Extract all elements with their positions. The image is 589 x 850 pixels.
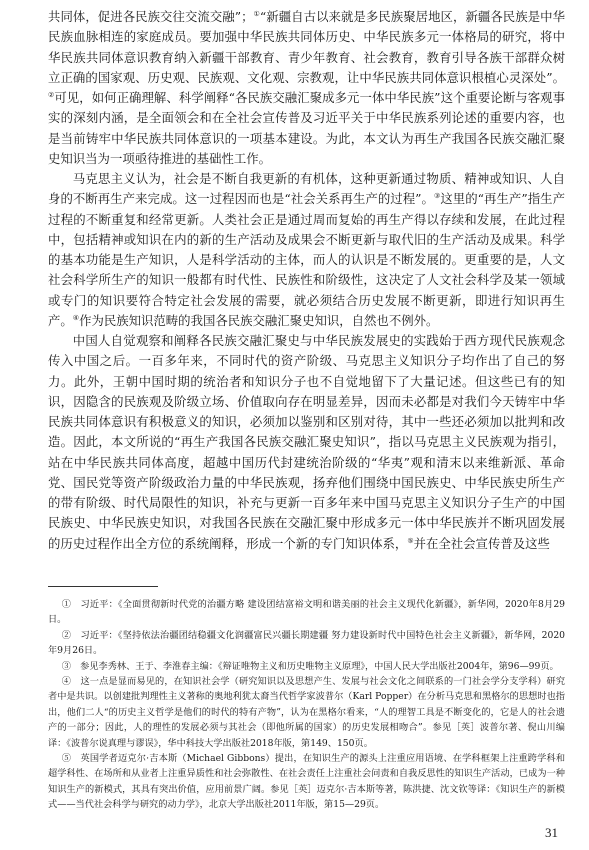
footnote-ref-1[interactable]: ① bbox=[253, 9, 260, 18]
footnote-text: 英国学者迈克尔·吉本斯（Michael Gibbons）提出，在知识生产的源头上注重应用语境、在学科框架上注重跨学科和超学科性、在场所和从业者上注重异质性和社会弥散性、在社会责任上注重社会问责和自我反思性的知识生产活动，已成为一种知识生产的新模式，其具有突出价值，应用前景广阔。参见［英］迈克尔·吉本斯等著，陈洪捷、沈文钦等译：《知识生产的新模式——当代社会科学与研究的动力学》，北京大学出版社2011年版，第15—29页。 bbox=[48, 753, 566, 811]
text-run: 可见，如何正确理解、科学阐释“各民族交融汇聚成多元一体中华民族”这个重要论断与客观事实的深刻内涵，是全面领会和在全社会宣传普及习近平关于中华民族系列论述的重要内容，也是当前铸牢中华民族共同体意识的一项基本建设。为此，本文认为再生产我国各民族交融汇聚史知识当为一项亟待推进的基础性工作。 bbox=[48, 90, 566, 166]
text-run: 中国人自觉观察和阐释各民族交融汇聚史与中华民族发展史的实践始于西方现代民族观念传入中国之后。一百多年来，不同时代的资产阶级、马克思主义知识分子均作出了自己的努力。此外，王朝中国时期的统治者和知识分子也不自觉地留下了大量记述。但这些已有的知识，因隐含的民族观及阶级立场、价值取向存在明显差异，因而未必都是对我们今天铸牢中华民族共同体意识有积极意义的知识，必须加以鉴别和区别对待，其中一些还必须加以批判和改造。因此，本文所说的“再生产我国各民族交融汇聚史知识”，指以马克思主义民族观为指引，站在中华民族共同体高度，超越中国历代封建统治阶级的“华夷”观和清末以来维新派、革命党、国民党等资产阶级政治力量的中华民族观，扬弃他们围绕中国民族史、中华民族史所生产的带有阶级、时代局限性的知识，补充与更新一百多年来中国马克思主义知识分子生产的中国民族史、中华民族史知识，对我国各民族在交融汇聚中形成多元一体中华民族并不断巩固发展的历史过程作出全方位的系统阐释，形成一个新的专门知识体系， bbox=[48, 333, 565, 551]
footnote-ref-4[interactable]: ④ bbox=[72, 313, 80, 322]
text-run: 马克思主义认为，社会是不断自我更新的有机体，这种更新通过物质、精神或知识、人自身的不断再生产来完成。这一过程因而也是“社会关系再生产的过程”。 bbox=[48, 171, 565, 207]
paragraph-2 bbox=[48, 169, 565, 331]
footnotes bbox=[48, 597, 565, 813]
footnote-ref-2[interactable]: ② bbox=[48, 90, 55, 99]
footnote-mark: ② bbox=[61, 629, 72, 641]
footnote-mark: ④ bbox=[61, 676, 72, 688]
text-run: 共同体，促进各民族交往交流交融”； bbox=[48, 9, 254, 24]
text-run: “新疆自古以来就是多民族聚居地区，新疆各民族是中华民族血脉相连的家庭成员。要加强中华民族共同体历史、中华民族多元一体格局的研究，将中华民族共同体意识教育纳入新疆干部教育、青少年教育、社会教育，教育引导各族干部群众树立正确的国家观、历史观、民族观、文化观、宗教观，让中华民族共同体意识根植心灵深处”。 bbox=[48, 9, 565, 85]
footnote-text: 习近平：《全面贯彻新时代党的治疆方略 建设团结富裕文明和谐美丽的社会主义现代化新疆》，新华网，2020年8月29日。 bbox=[48, 599, 566, 626]
paragraph-3 bbox=[48, 331, 565, 554]
footnote-2 bbox=[48, 628, 565, 659]
main-text bbox=[48, 7, 565, 554]
footnote-mark: ③ bbox=[61, 660, 71, 672]
footnote-1 bbox=[48, 597, 565, 628]
footnote-5 bbox=[48, 751, 565, 813]
footnote-ref-3[interactable]: ③ bbox=[433, 192, 441, 201]
footnote-ref-5[interactable]: ⑤ bbox=[407, 536, 414, 545]
page-number: 31 bbox=[545, 825, 558, 840]
footnote-3 bbox=[48, 659, 565, 674]
footnote-text: 这一点是显而易见的，在知识社会学（研究知识以及思想产生、发展与社会文化之间联系的一门社会学分支学科）研究者中是共识。以创建批判理性主义著称的奥地利犹太裔当代哲学家波普尔（Karl Popper）在分析马克思和黑格尔的思想时也指出，他们二人“的历史主义哲学是他们的时代的特有产物”，认为在黑格尔看来，“人的理智工具是不断变化的，它是人的社会遗产的一部分；因此，人的理性的发展必须与其社会（即他所属的国家）的历史发展相吻合”。参见［英］波普尔著、倪山川编译：《波普尔说真理与谬误》，华中科技大学出版社2018年版，第149、150页。 bbox=[48, 676, 566, 749]
footnote-mark: ⑤ bbox=[61, 753, 72, 765]
paragraph-1 bbox=[48, 7, 565, 169]
footnote-text: 习近平：《坚持依法治疆团结稳疆文化润疆富民兴疆长期建疆 努力建设新时代中国特色社会主义新疆》，新华网，2020年9月26日。 bbox=[48, 629, 566, 657]
footnote-4 bbox=[48, 674, 565, 751]
footnote-mark: ① bbox=[61, 599, 72, 610]
footnote-text: 参见李秀林、王于、李淮春主编：《辩证唯物主义和历史唯物主义原理》，中国人民大学出版社2004年，第96—99页。 bbox=[80, 660, 559, 672]
footnote-divider bbox=[48, 586, 158, 587]
text-run: 并在全社会宣传普及这些 bbox=[413, 535, 550, 551]
text-run: 作为民族知识范畴的我国各民族交融汇聚史知识，自然也不例外。 bbox=[79, 312, 439, 328]
text-run: 这里的“再生产”指生产过程的不断重复和经常更新。人类社会正是通过周而复始的再生产得以存续和发展，在此过程中，包括精神或知识在内的新的生产活动及成果会不断更新与取代旧的生产活动及成果。科学的基本功能是生产知识，人是科学活动的主体，而人的认识是不断发展的。更重要的是，人文社会科学所生产的知识一般都有时代性、民族性和阶级性，这决定了人文社会科学及某一领域或专门的知识要符合特定社会发展的需要，就必须结合历史发展不断更新，即进行知识再生产。 bbox=[48, 191, 565, 328]
